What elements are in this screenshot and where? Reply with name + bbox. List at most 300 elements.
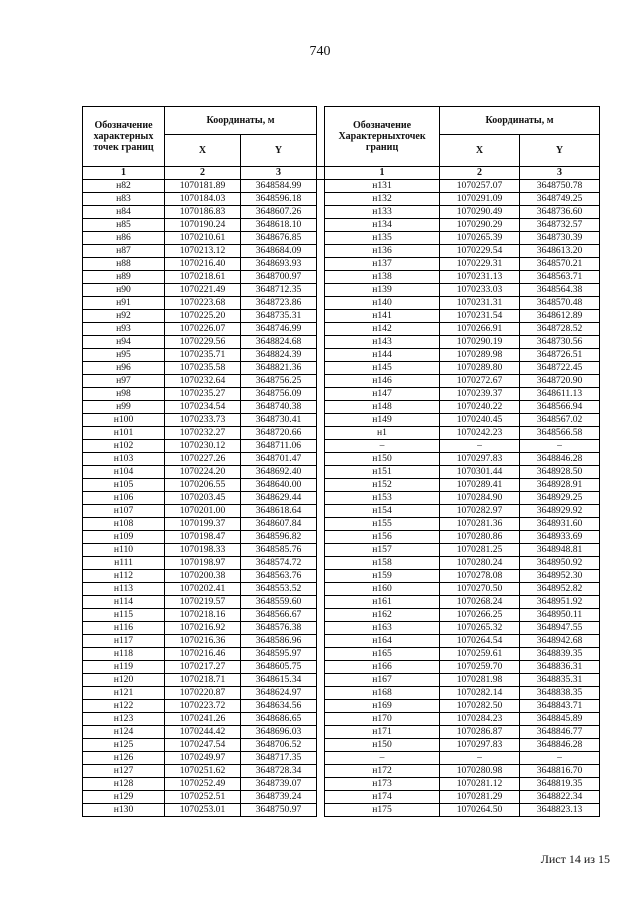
left-x-value: 1070252.49 — [165, 778, 241, 791]
left-y-value: 3648586.96 — [241, 635, 317, 648]
right-point-name: н137 — [325, 258, 440, 271]
column-gap — [317, 661, 325, 674]
right-y-value: 3648929.92 — [520, 505, 600, 518]
right-x-value: 1070264.50 — [440, 804, 520, 817]
right-point-name: н157 — [325, 544, 440, 557]
column-gap — [317, 180, 325, 193]
left-point-name: н105 — [83, 479, 165, 492]
left-point-name: н124 — [83, 726, 165, 739]
left-x-value: 1070218.71 — [165, 674, 241, 687]
left-y-value: 3648750.97 — [241, 804, 317, 817]
left-x-value: 1070249.97 — [165, 752, 241, 765]
column-gap — [317, 726, 325, 739]
left-y-value: 3648618.10 — [241, 219, 317, 232]
left-y-value: 3648735.31 — [241, 310, 317, 323]
right-y-value: 3648952.30 — [520, 570, 600, 583]
left-x-value: 1070220.87 — [165, 687, 241, 700]
left-x-value: 1070235.27 — [165, 388, 241, 401]
table-row — [83, 596, 600, 609]
left-point-name: н126 — [83, 752, 165, 765]
right-x-value: 1070266.91 — [440, 323, 520, 336]
right-y-value: 3648928.50 — [520, 466, 600, 479]
left-x-value: 1070235.58 — [165, 362, 241, 375]
right-y-value: 3648570.48 — [520, 297, 600, 310]
left-designation-header: Обозначение характерных точек границ — [83, 107, 165, 167]
table-row — [83, 492, 600, 505]
left-point-name: н107 — [83, 505, 165, 518]
left-point-name: н120 — [83, 674, 165, 687]
right-point-name: н1 — [325, 427, 440, 440]
right-point-name: н151 — [325, 466, 440, 479]
left-x-value: 1070244.42 — [165, 726, 241, 739]
column-gap — [317, 219, 325, 232]
right-y-value: 3648950.92 — [520, 557, 600, 570]
right-x-value: 1070281.25 — [440, 544, 520, 557]
column-gap — [317, 440, 325, 453]
right-y-header: Y — [520, 135, 600, 167]
left-y-value: 3648607.26 — [241, 206, 317, 219]
table-row — [83, 570, 600, 583]
table-row — [83, 297, 600, 310]
right-point-name: н132 — [325, 193, 440, 206]
left-point-name: н98 — [83, 388, 165, 401]
right-x-value: 1070290.29 — [440, 219, 520, 232]
right-y-value: 3648846.28 — [520, 453, 600, 466]
right-point-name: н152 — [325, 479, 440, 492]
table-row — [83, 375, 600, 388]
left-point-name: н130 — [83, 804, 165, 817]
right-point-name: н134 — [325, 219, 440, 232]
column-gap — [317, 713, 325, 726]
left-point-name: н103 — [83, 453, 165, 466]
left-point-name: н97 — [83, 375, 165, 388]
right-x-value: 1070284.23 — [440, 713, 520, 726]
right-y-value: 3648722.45 — [520, 362, 600, 375]
left-point-name: н94 — [83, 336, 165, 349]
left-point-name: н88 — [83, 258, 165, 271]
left-y-value: 3648618.64 — [241, 505, 317, 518]
left-point-name: н112 — [83, 570, 165, 583]
left-y-value: 3648585.76 — [241, 544, 317, 557]
right-x-value: 1070242.23 — [440, 427, 520, 440]
right-x-value: 1070297.83 — [440, 453, 520, 466]
table-row — [83, 778, 600, 791]
right-x-value: 1070289.98 — [440, 349, 520, 362]
left-y-value: 3648701.47 — [241, 453, 317, 466]
left-y-value: 3648730.41 — [241, 414, 317, 427]
table-row — [83, 427, 600, 440]
right-x-header: X — [440, 135, 520, 167]
left-x-value: 1070201.00 — [165, 505, 241, 518]
right-point-name: н153 — [325, 492, 440, 505]
column-gap — [317, 401, 325, 414]
right-y-value: 3648726.51 — [520, 349, 600, 362]
left-x-value: 1070216.36 — [165, 635, 241, 648]
left-point-name: н89 — [83, 271, 165, 284]
left-point-name: н104 — [83, 466, 165, 479]
right-y-value: 3648846.28 — [520, 739, 600, 752]
right-x-value: 1070297.83 — [440, 739, 520, 752]
left-point-name: н115 — [83, 609, 165, 622]
right-y-value: 3648822.34 — [520, 791, 600, 804]
column-gap — [317, 492, 325, 505]
right-y-value: – — [520, 440, 600, 453]
table-row — [83, 466, 600, 479]
left-x-value: 1070198.97 — [165, 557, 241, 570]
left-y-value: 3648640.00 — [241, 479, 317, 492]
column-gap — [317, 531, 325, 544]
left-y-value: 3648693.93 — [241, 258, 317, 271]
column-gap — [317, 245, 325, 258]
column-gap — [317, 752, 325, 765]
left-x-value: 1070234.54 — [165, 401, 241, 414]
right-point-name: н150 — [325, 739, 440, 752]
left-point-name: н92 — [83, 310, 165, 323]
table-row — [83, 180, 600, 193]
right-point-name: н164 — [325, 635, 440, 648]
left-y-value: 3648596.82 — [241, 531, 317, 544]
left-y-value: 3648605.75 — [241, 661, 317, 674]
right-x-value: 1070301.44 — [440, 466, 520, 479]
table-row — [83, 635, 600, 648]
right-point-name: н161 — [325, 596, 440, 609]
right-x-value: 1070266.25 — [440, 609, 520, 622]
left-coords-header: Координаты, м — [165, 107, 317, 135]
left-x-value: 1070198.33 — [165, 544, 241, 557]
left-y-value: 3648692.40 — [241, 466, 317, 479]
right-point-name: н142 — [325, 323, 440, 336]
left-y-value: 3648746.99 — [241, 323, 317, 336]
column-gap — [317, 804, 325, 817]
left-point-name: н99 — [83, 401, 165, 414]
table-row — [83, 713, 600, 726]
right-point-name: н159 — [325, 570, 440, 583]
right-y-value: 3648563.71 — [520, 271, 600, 284]
left-y-value: 3648824.68 — [241, 336, 317, 349]
table-row — [83, 362, 600, 375]
right-y-value: 3648947.55 — [520, 622, 600, 635]
column-gap — [317, 310, 325, 323]
left-x-value: 1070186.83 — [165, 206, 241, 219]
right-point-name: н156 — [325, 531, 440, 544]
right-x-value: 1070233.03 — [440, 284, 520, 297]
left-x-value: 1070218.61 — [165, 271, 241, 284]
left-x-value: 1070241.26 — [165, 713, 241, 726]
left-y-value: 3648706.52 — [241, 739, 317, 752]
right-x-value: 1070259.61 — [440, 648, 520, 661]
right-x-value: 1070240.22 — [440, 401, 520, 414]
right-y-value: 3648566.94 — [520, 401, 600, 414]
left-y-value: 3648723.86 — [241, 297, 317, 310]
right-y-value: 3648950.11 — [520, 609, 600, 622]
table-row — [83, 284, 600, 297]
column-gap — [317, 271, 325, 284]
left-x-value: 1070210.61 — [165, 232, 241, 245]
left-x-value: 1070224.20 — [165, 466, 241, 479]
left-point-name: н117 — [83, 635, 165, 648]
left-x-value: 1070190.24 — [165, 219, 241, 232]
table-row — [83, 739, 600, 752]
left-point-name: н93 — [83, 323, 165, 336]
right-y-value: 3648566.58 — [520, 427, 600, 440]
left-y-value: 3648576.38 — [241, 622, 317, 635]
table-row — [83, 310, 600, 323]
table-row — [83, 648, 600, 661]
right-point-name: н155 — [325, 518, 440, 531]
left-x-value: 1070198.47 — [165, 531, 241, 544]
table-row — [83, 336, 600, 349]
left-point-name: н95 — [83, 349, 165, 362]
left-point-name: н108 — [83, 518, 165, 531]
right-x-value: – — [440, 752, 520, 765]
right-point-name: н147 — [325, 388, 440, 401]
column-gap — [317, 258, 325, 271]
table-row — [83, 401, 600, 414]
left-x-value: 1070206.55 — [165, 479, 241, 492]
left-x-value: 1070216.46 — [165, 648, 241, 661]
right-y-value: 3648570.21 — [520, 258, 600, 271]
right-point-name: н138 — [325, 271, 440, 284]
right-point-name: н144 — [325, 349, 440, 362]
right-y-value: 3648730.39 — [520, 232, 600, 245]
column-gap — [317, 570, 325, 583]
left-x-value: 1070184.03 — [165, 193, 241, 206]
left-x-value: 1070225.20 — [165, 310, 241, 323]
table-row — [83, 271, 600, 284]
left-point-name: н111 — [83, 557, 165, 570]
right-y-value: 3648836.31 — [520, 661, 600, 674]
left-point-name: н128 — [83, 778, 165, 791]
left-y-value: 3648720.66 — [241, 427, 317, 440]
table-row — [83, 765, 600, 778]
right-x-value: 1070284.90 — [440, 492, 520, 505]
right-point-name: н131 — [325, 180, 440, 193]
right-point-name: н136 — [325, 245, 440, 258]
right-point-name: н171 — [325, 726, 440, 739]
right-y-value: 3648612.89 — [520, 310, 600, 323]
right-point-name: н168 — [325, 687, 440, 700]
table-row — [83, 791, 600, 804]
left-point-name: н127 — [83, 765, 165, 778]
right-x-value: 1070278.08 — [440, 570, 520, 583]
column-gap — [317, 167, 325, 180]
right-y-value: 3648928.91 — [520, 479, 600, 492]
column-gap — [317, 557, 325, 570]
right-x-value: 1070240.45 — [440, 414, 520, 427]
right-y-value: 3648839.35 — [520, 648, 600, 661]
left-y-value: 3648629.44 — [241, 492, 317, 505]
page-number: 740 — [309, 44, 331, 59]
left-x-value: 1070253.01 — [165, 804, 241, 817]
column-gap — [317, 518, 325, 531]
column-gap — [317, 453, 325, 466]
column-gap — [317, 778, 325, 791]
column-gap — [317, 479, 325, 492]
right-point-name: н172 — [325, 765, 440, 778]
right-x-value: 1070231.54 — [440, 310, 520, 323]
column-gap — [317, 232, 325, 245]
right-y-value: 3648736.60 — [520, 206, 600, 219]
right-x-value: 1070265.32 — [440, 622, 520, 635]
right-y-value: 3648728.52 — [520, 323, 600, 336]
left-x-value: 1070226.07 — [165, 323, 241, 336]
right-point-name: – — [325, 440, 440, 453]
right-y-value: 3648749.25 — [520, 193, 600, 206]
right-y-value: 3648816.70 — [520, 765, 600, 778]
right-x-value: 1070291.09 — [440, 193, 520, 206]
left-y-value: 3648739.07 — [241, 778, 317, 791]
left-y-value: 3648615.34 — [241, 674, 317, 687]
left-x-value: 1070227.26 — [165, 453, 241, 466]
right-x-value: 1070264.54 — [440, 635, 520, 648]
left-point-name: н87 — [83, 245, 165, 258]
right-point-name: н175 — [325, 804, 440, 817]
right-y-value: 3648564.38 — [520, 284, 600, 297]
right-point-name: н146 — [325, 375, 440, 388]
left-y-value: 3648553.52 — [241, 583, 317, 596]
right-x-value: 1070281.12 — [440, 778, 520, 791]
right-point-name: н143 — [325, 336, 440, 349]
table-row — [83, 583, 600, 596]
right-x-value: 1070270.50 — [440, 583, 520, 596]
left-col-number-3: 3 — [241, 167, 317, 180]
right-x-value: – — [440, 440, 520, 453]
column-gap — [317, 414, 325, 427]
left-point-name: н109 — [83, 531, 165, 544]
left-y-value: 3648595.97 — [241, 648, 317, 661]
right-x-value: 1070289.80 — [440, 362, 520, 375]
table-row — [83, 518, 600, 531]
table-row — [83, 505, 600, 518]
right-designation-header: Обозначение Характерныхточек границ — [325, 107, 440, 167]
left-x-value: 1070232.27 — [165, 427, 241, 440]
left-point-name: н84 — [83, 206, 165, 219]
right-y-value: 3648843.71 — [520, 700, 600, 713]
right-col-number-3: 3 — [520, 167, 600, 180]
table-row — [83, 206, 600, 219]
left-point-name: н106 — [83, 492, 165, 505]
left-y-value: 3648728.34 — [241, 765, 317, 778]
table-row — [83, 726, 600, 739]
table-row — [83, 388, 600, 401]
column-gap — [317, 635, 325, 648]
right-x-value: 1070281.98 — [440, 674, 520, 687]
left-point-name: н125 — [83, 739, 165, 752]
left-point-name: н129 — [83, 791, 165, 804]
left-point-name: н83 — [83, 193, 165, 206]
column-gap — [317, 648, 325, 661]
column-gap — [317, 791, 325, 804]
right-x-value: 1070265.39 — [440, 232, 520, 245]
right-x-value: 1070290.19 — [440, 336, 520, 349]
right-x-value: 1070231.13 — [440, 271, 520, 284]
left-point-name: н118 — [83, 648, 165, 661]
left-point-name: н85 — [83, 219, 165, 232]
column-gap — [317, 362, 325, 375]
column-gap — [317, 427, 325, 440]
left-x-value: 1070200.38 — [165, 570, 241, 583]
right-point-name: н141 — [325, 310, 440, 323]
left-x-value: 1070213.12 — [165, 245, 241, 258]
right-y-value: 3648730.56 — [520, 336, 600, 349]
right-point-name: н163 — [325, 622, 440, 635]
left-x-value: 1070219.57 — [165, 596, 241, 609]
column-gap — [317, 135, 325, 167]
column-gap — [317, 388, 325, 401]
left-point-name: н91 — [83, 297, 165, 310]
left-y-value: 3648717.35 — [241, 752, 317, 765]
left-point-name: н121 — [83, 687, 165, 700]
right-x-value: 1070282.97 — [440, 505, 520, 518]
left-col-number-2: 2 — [165, 167, 241, 180]
right-y-value: 3648942.68 — [520, 635, 600, 648]
column-gap — [317, 596, 325, 609]
left-y-value: 3648821.36 — [241, 362, 317, 375]
column-gap — [317, 323, 325, 336]
table-row — [83, 453, 600, 466]
right-point-name: н167 — [325, 674, 440, 687]
right-x-value: 1070229.54 — [440, 245, 520, 258]
column-gap — [317, 284, 325, 297]
left-point-name: н119 — [83, 661, 165, 674]
column-gap — [317, 622, 325, 635]
right-y-value: 3648838.35 — [520, 687, 600, 700]
left-x-value: 1070223.68 — [165, 297, 241, 310]
table-row — [83, 622, 600, 635]
right-x-value: 1070282.50 — [440, 700, 520, 713]
left-col-number-1: 1 — [83, 167, 165, 180]
column-gap — [317, 765, 325, 778]
left-x-value: 1070235.71 — [165, 349, 241, 362]
table-row — [83, 323, 600, 336]
table-row — [83, 687, 600, 700]
right-y-value: 3648720.90 — [520, 375, 600, 388]
right-y-value: 3648846.77 — [520, 726, 600, 739]
right-y-value: 3648819.35 — [520, 778, 600, 791]
right-point-name: н170 — [325, 713, 440, 726]
left-x-value: 1070218.16 — [165, 609, 241, 622]
column-gap — [317, 466, 325, 479]
right-x-value: 1070281.29 — [440, 791, 520, 804]
right-y-value: 3648835.31 — [520, 674, 600, 687]
table-row — [83, 349, 600, 362]
right-coords-header: Координаты, м — [440, 107, 600, 135]
column-gap — [317, 505, 325, 518]
left-y-value: 3648686.65 — [241, 713, 317, 726]
right-point-name: н165 — [325, 648, 440, 661]
right-y-value: – — [520, 752, 600, 765]
left-point-name: н90 — [83, 284, 165, 297]
left-x-value: 1070199.37 — [165, 518, 241, 531]
right-point-name: н133 — [325, 206, 440, 219]
sheet-info: Лист 14 из 15 — [540, 852, 610, 866]
left-y-value: 3648566.67 — [241, 609, 317, 622]
left-x-value: 1070217.27 — [165, 661, 241, 674]
right-point-name: н145 — [325, 362, 440, 375]
table-row — [83, 700, 600, 713]
right-x-value: 1070280.86 — [440, 531, 520, 544]
table-row — [83, 531, 600, 544]
column-gap — [317, 687, 325, 700]
right-y-value: 3648931.60 — [520, 518, 600, 531]
right-col-number-2: 2 — [440, 167, 520, 180]
table-row — [83, 544, 600, 557]
table-row — [83, 232, 600, 245]
table-row — [83, 219, 600, 232]
right-point-name: н158 — [325, 557, 440, 570]
right-point-name: н148 — [325, 401, 440, 414]
left-x-value: 1070233.73 — [165, 414, 241, 427]
